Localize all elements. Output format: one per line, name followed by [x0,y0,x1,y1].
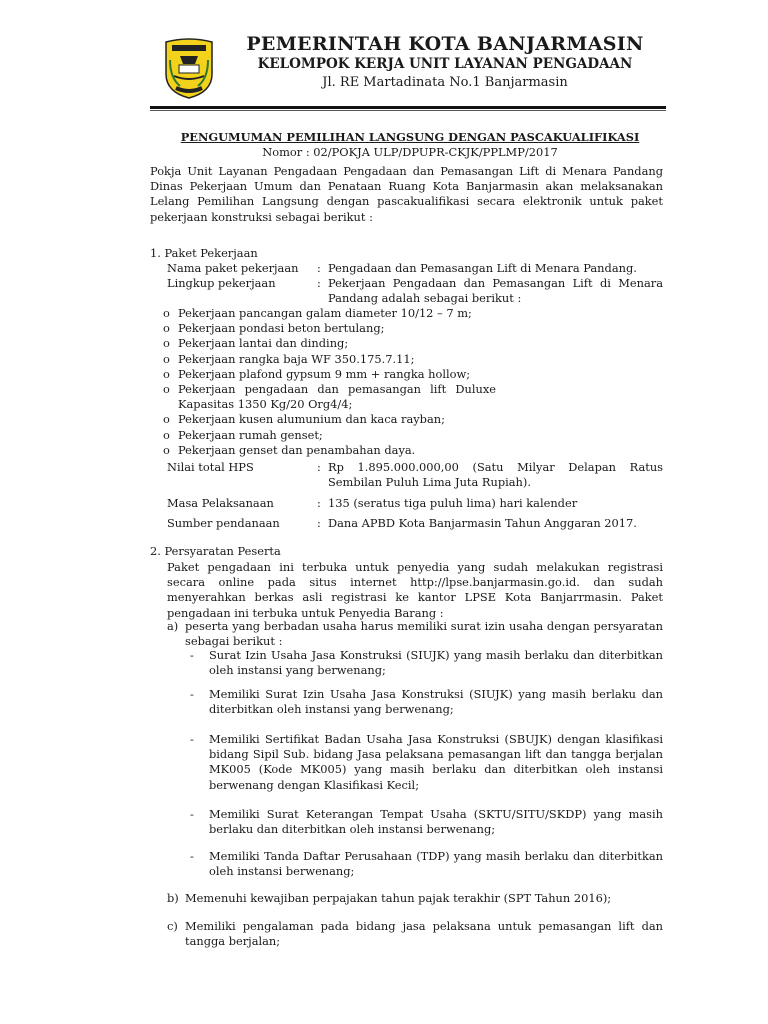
list-item: o Pekerjaan pancangan galam diameter 10/12 – 7 m; [163,306,496,321]
section1-heading: 1. Paket Pekerjaan [150,246,258,260]
list-item: o Pekerjaan rumah genset; [163,428,496,443]
lingkup-value: Pekerjaan Pengadaan dan Pemasangan Lift di Menara Pandang adalah sebagai berikut : [328,276,663,306]
city-emblem-logo [162,38,216,100]
nama-paket-label: Nama paket pekerjaan [167,261,299,275]
sumber-value: Dana APBD Kota Banjarmasin Tahun Anggaran 2017. [328,516,637,530]
announcement-title: PENGUMUMAN PEMILIHAN LANGSUNG DENGAN PASCAKUALIFIKASI [180,130,640,144]
list-item: o Pekerjaan genset dan penambahan daya. [163,443,496,458]
item-c-text: Memiliki pengalaman pada bidang jasa pelaksana untuk pemasangan lift dan tangga berjalan; [185,919,663,949]
hps-value: Rp 1.895.000.000,00 (Satu Milyar Delapan Ratus Sembilan Puluh Lima Juta Rupiah). [328,460,663,490]
intro-paragraph: Pokja Unit Layanan Pengadaan Pengadaan dan Pemasangan Lift di Menara Pandang Dinas Pekerjaan Umum dan Penataan Ruang Kota Banjarmasin akan melaksanakan Lelang Pemilihan Langsung dengan pascakualifikasi secara elektronik untuk paket pekerjaan konstruksi sebagai berikut : [150,164,663,224]
colon: : [317,276,321,290]
dash-marker: - [190,687,194,701]
dash-marker: - [190,849,194,863]
letterhead-subtitle: KELOMPOK KERJA UNIT LAYANAN PENGADAAN [257,56,633,72]
item-c-marker: c) [167,919,178,933]
dash-marker: - [190,732,194,746]
colon: : [317,516,321,530]
hps-label: Nilai total HPS [167,460,254,474]
colon: : [317,496,321,510]
item-a-text: peserta yang berbadan usaha harus memiliki surat izin usaha dengan persyaratan sebagai berikut : [185,619,663,649]
section2-intro: Paket pengadaan ini terbuka untuk penyedia yang sudah melakukan registrasi secara online pada situs internet http://lpse.banjarmasin.go.id. dan sudah menyerahkan berkas asli registrasi ke kantor LPSE Kota Banjarrmasin. Paket pengadaan ini terbuka untuk Penyedia Barang : [167,560,663,620]
list-item: o Pekerjaan pondasi beton bertulang; [163,321,496,336]
item-a-marker: a) [167,619,179,633]
requirement-item [190,648,663,678]
scope-list [163,306,496,458]
letterhead-divider-thin [150,110,666,111]
colon: : [317,460,321,474]
announcement-number: Nomor : 02/POKJA ULP/DPUPR-CKJK/PPLMP/2017 [262,145,558,159]
letterhead-title: PEMERINTAH KOTA BANJARMASIN [246,33,644,55]
list-item: o Pekerjaan kusen alumunium dan kaca rayban; [163,412,496,427]
lingkup-label: Lingkup pekerjaan [167,276,276,290]
requirement-text: Memiliki Tanda Daftar Perusahaan (TDP) yang masih berlaku dan diterbitkan oleh instansi berwenang; [209,849,663,879]
item-b [167,891,663,906]
requirement-item [190,687,663,717]
list-item: o Pekerjaan plafond gypsum 9 mm + rangka hollow; [163,367,496,382]
masa-value: 135 (seratus tiga puluh lima) hari kalender [328,496,578,510]
requirement-item [190,732,663,793]
list-item: o Pekerjaan pengadaan dan pemasangan lift Duluxe Kapasitas 1350 Kg/20 Org4/4; [163,382,496,412]
masa-label: Masa Pelaksanaan [167,496,274,510]
item-c [167,919,663,949]
list-item: o Pekerjaan rangka baja WF 350.175.7.11; [163,352,496,367]
requirement-text: Memiliki Surat Izin Usaha Jasa Konstruksi (SIUJK) yang masih berlaku dan diterbitkan oleh instansi yang berwenang; [209,687,663,717]
sumber-label: Sumber pendanaan [167,516,280,530]
requirement-item [190,807,663,837]
colon: : [317,261,321,275]
item-a [167,619,663,649]
nama-paket-value: Pengadaan dan Pemasangan Lift di Menara Pandang. [328,261,637,275]
requirement-item [190,849,663,879]
letterhead-address: Jl. RE Martadinata No.1 Banjarmasin [322,75,568,90]
requirement-text: Surat Izin Usaha Jasa Konstruksi (SIUJK) yang masih berlaku dan diterbitkan oleh instansi yang berwenang; [209,648,663,678]
requirement-text: Memiliki Surat Keterangan Tempat Usaha (SKTU/SITU/SKDP) yang masih berlaku dan diterbitkan oleh instansi berwenang; [209,807,663,837]
letterhead-divider [150,106,666,109]
requirement-text: Memiliki Sertifikat Badan Usaha Jasa Konstruksi (SBUJK) dengan klasifikasi bidang Sipil Sub. bidang Jasa pelaksana pemasangan lift dan tangga berjalan MK005 (Kode MK005) yang masih berlaku dan diterbitkan oleh instansi berwenang dengan Klasifikasi Kecil; [209,732,663,792]
dash-marker: - [190,648,194,662]
dash-marker: - [190,807,194,821]
list-item: o Pekerjaan lantai dan dinding; [163,336,496,351]
item-b-text: Memenuhi kewajiban perpajakan tahun pajak terakhir (SPT Tahun 2016); [185,891,612,905]
section2-heading: 2. Persyaratan Peserta [150,544,281,558]
item-b-marker: b) [167,891,179,905]
